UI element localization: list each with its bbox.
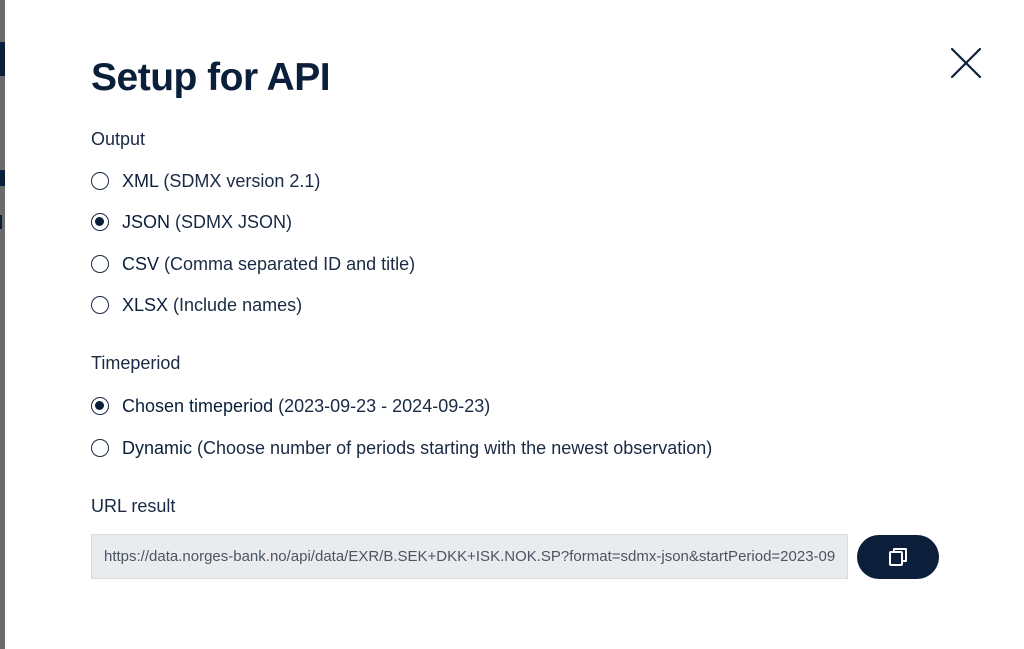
radio-dynamic[interactable]	[91, 439, 109, 457]
option-name: XLSX	[122, 294, 169, 315]
option-name: Dynamic	[122, 437, 193, 458]
output-option-csv[interactable]	[91, 252, 415, 276]
copy-icon	[887, 546, 909, 568]
copy-url-button[interactable]	[857, 535, 939, 579]
radio-csv[interactable]	[91, 255, 109, 273]
option-name: Chosen timeperiod	[122, 395, 274, 416]
option-detail: (Include names)	[168, 294, 303, 315]
close-icon	[947, 44, 985, 82]
url-result-field[interactable]	[91, 534, 848, 579]
option-detail: (SDMX JSON)	[170, 211, 293, 232]
option-detail: (2023-09-23 - 2024-09-23)	[273, 395, 491, 416]
close-button[interactable]	[947, 44, 985, 82]
option-detail: (Choose number of periods starting with the newest observation)	[192, 437, 713, 458]
option-name: JSON	[122, 211, 171, 232]
radio-chosen-timeperiod[interactable]	[91, 397, 109, 415]
dialog-title: Setup for API	[91, 56, 331, 99]
output-option-xml[interactable]	[91, 169, 320, 193]
api-setup-dialog	[5, 0, 1024, 649]
backdrop-fragment	[0, 215, 2, 229]
timeperiod-label: Timeperiod	[91, 353, 181, 373]
option-name: XML	[122, 170, 159, 191]
output-option-xlsx[interactable]	[91, 293, 302, 317]
timeperiod-option-dynamic[interactable]	[91, 436, 712, 460]
timeperiod-option-chosen[interactable]	[91, 394, 490, 418]
option-detail: (Comma separated ID and title)	[159, 253, 416, 274]
url-result-label: URL result	[91, 496, 176, 516]
output-option-json[interactable]	[91, 210, 292, 234]
output-label: Output	[91, 129, 146, 149]
radio-xlsx[interactable]	[91, 296, 109, 314]
option-detail: (SDMX version 2.1)	[158, 170, 321, 191]
option-name: CSV	[122, 253, 160, 274]
radio-xml[interactable]	[91, 172, 109, 190]
radio-json[interactable]	[91, 213, 109, 231]
